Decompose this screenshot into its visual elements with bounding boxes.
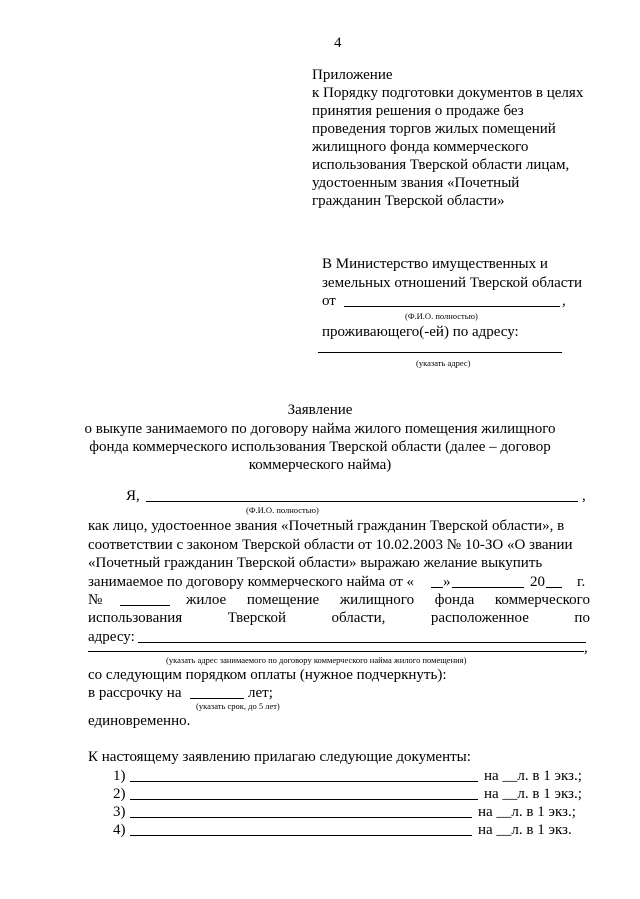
attachment-field[interactable] [130, 835, 472, 836]
applicant-fio-hint: (Ф.И.О. полностью) [246, 505, 319, 515]
attachment-field[interactable] [130, 799, 478, 800]
appendix-line: проведения торгов жилых помещений [312, 121, 556, 137]
contract-number-field[interactable] [120, 605, 170, 606]
addressee-address-hint: (указать адрес) [416, 358, 471, 368]
attachment-suffix: на __л. в 1 экз.; [484, 768, 582, 784]
contract-date-quote: » [443, 574, 451, 590]
installment-term-field[interactable] [190, 698, 244, 699]
attachment-suffix: на __л. в 1 экз. [478, 822, 572, 838]
title-line: коммерческого найма) [248, 457, 392, 473]
addressee-comma: , [562, 293, 566, 309]
payment-installments-prefix[interactable]: в рассрочку на [88, 685, 182, 701]
addressee-fio-field[interactable] [344, 306, 560, 307]
body-line: жилое помещение жилищного фонда коммерческого [186, 592, 590, 608]
body-line: соответствии с законом Тверской области от 10.02.2003 № 10-ЗО «О звании [88, 537, 573, 553]
appendix-line: использования Тверской области лицам, [312, 157, 570, 173]
title-line: фонда коммерческого использования Тверской области (далее – договор [89, 439, 551, 455]
appendix-block [312, 66, 583, 210]
addressee-line-2: земельных отношений Тверской области [322, 275, 583, 291]
addressee-address-field[interactable] [318, 352, 562, 353]
contract-year-field[interactable] [546, 587, 562, 588]
addressee-line-1: В Министерство имущественных и [322, 256, 548, 272]
addressee-from-label: от [322, 293, 336, 309]
apartment-address-field-1[interactable] [138, 642, 586, 643]
attachment-field[interactable] [130, 817, 472, 818]
attachments-intro: К настоящему заявлению прилагаю следующие документы: [88, 749, 471, 765]
payment-lump-sum[interactable]: единовременно. [88, 713, 191, 729]
contract-month-field[interactable] [452, 587, 524, 588]
contract-date-prefix: занимаемое по договору коммерческого найма от « [88, 574, 415, 590]
address-label: адресу: [88, 629, 135, 645]
appendix-line: Приложение [312, 67, 393, 83]
appendix-line: гражданин Тверской области» [312, 193, 505, 209]
contract-day-field[interactable] [431, 587, 443, 588]
body-line: «Почетный гражданин Тверской области» выражаю желание выкупить [88, 555, 543, 571]
contract-year-prefix: 20 [530, 574, 545, 590]
address-comma: , [584, 640, 588, 656]
installment-term-hint: (указать срок, до 5 лет) [196, 701, 280, 711]
attachment-field[interactable] [130, 781, 478, 782]
apartment-address-field-2[interactable] [88, 651, 584, 652]
addressee-residing-label: проживающего(-ей) по адресу: [322, 324, 519, 340]
attachment-suffix: на __л. в 1 экз.; [484, 786, 582, 802]
appendix-line: жилищного фонда коммерческого [312, 139, 529, 155]
payment-method-label: со следующим порядком оплаты (нужное подчеркнуть): [88, 667, 447, 683]
applicant-fio-field[interactable] [146, 501, 578, 502]
attachment-number: 4) [113, 822, 126, 838]
payment-installments-suffix: лет; [248, 685, 273, 701]
addressee-fio-hint: (Ф.И.О. полностью) [405, 311, 478, 321]
appendix-line: удостоенным звания «Почетный [312, 175, 520, 191]
appendix-line: к Порядку подготовки документов в целях [312, 85, 584, 101]
appendix-line: принятия решения о продаже без [312, 103, 524, 119]
applicant-label: Я, [126, 488, 140, 504]
body-line: использования Тверской области, расположенное по [88, 610, 590, 626]
page-number: 4 [334, 35, 342, 51]
contract-year-suffix: г. [577, 574, 586, 590]
title-line: о выкупе занимаемого по договору найма жилого помещения жилищного [84, 421, 556, 437]
applicant-comma: , [582, 488, 586, 504]
body-line: как лицо, удостоенное звания «Почетный гражданин Тверской области», в [88, 518, 565, 534]
attachment-number: 1) [113, 768, 126, 784]
document-title: Заявление [287, 402, 353, 418]
apartment-address-hint: (указать адрес занимаемого по договору коммерческого найма жилого помещения) [166, 655, 467, 665]
contract-number-label: № [88, 592, 103, 608]
attachment-suffix: на __л. в 1 экз.; [478, 804, 576, 820]
attachment-number: 3) [113, 804, 126, 820]
attachment-number: 2) [113, 786, 126, 802]
